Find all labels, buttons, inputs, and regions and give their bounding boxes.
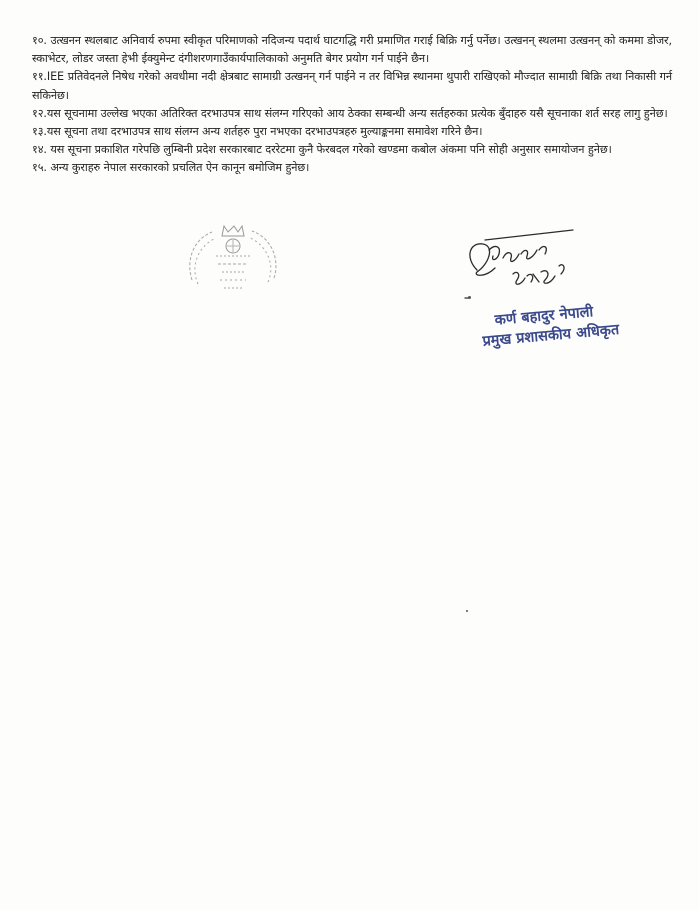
clause-13: १३.यस सूचना तथा दरभाउपत्र साथ संलग्न अन्य शर्तहरु पुरा नभएका दरभाउपत्रहरु मुल्याङ्कनमा समावेश गरिने छैन। [32, 125, 483, 139]
office-seal-stamp [178, 222, 286, 298]
scan-speck [468, 296, 471, 299]
clause-12: १२.यस सूचनामा उल्लेख भएका अतिरिक्त दरभाउपत्र साथ संलग्न गरिएको आय ठेक्का सम्बन्धी अन्य सर्तहरुका प्रत्येक बुँदाहरु यसै सूचनाका शर्त सरह लागु हुनेछ। [32, 106, 668, 120]
notice-clauses [32, 32, 672, 178]
clause-15: १५. अन्य कुराहरु नेपाल सरकारको प्रचलित ऐन कानून बमोजिम हुनेछ। [32, 161, 310, 175]
official-title: प्रमुख प्रशासकीय अधिकृत [481, 321, 620, 350]
official-name: कर्ण बहादुर नेपाली [494, 304, 594, 329]
clause-14: १४. यस सूचना प्रकाशित गरेपछि लुम्बिनी प्रदेश सरकारबाट दररेटमा कुनै फेरबदल गरेको खण्डमा कबोल अंकमा पनि सोही अनुसार समायोजन हुनेछ। [32, 143, 612, 157]
clause-11: ११.IEE प्रतिवेदनले निषेध गरेको अवधीमा नदी क्षेत्रबाट सामाग्री उत्खनन् गर्न पाईने न तर विभिन्न स्थानमा थुपारी राखिएको मौज्दात सामाग्री बिक्रि तथा निकासी गर्न सकिनेछ। [32, 70, 672, 102]
clause-10: १०. उत्खनन स्थलबाट अनिवार्य रुपमा स्वीकृत परिमाणको नदिजन्य पदार्थ घाटगद्धि गरी प्रमाणित गराई बिक्रि गर्नु पर्नेछ। उत्खनन् स्थलमा उत्खनन् को कममा डोजर, स्काभेटर, लोडर जस्ता हेभी ईक्युमेन्ट दंगीशरणगाउँकार्यपालिकाको अनुमति बेगर प्रयोग गर्न पाईने छैन। [32, 34, 672, 66]
scan-speck [466, 610, 468, 612]
handwritten-signature [455, 228, 585, 306]
